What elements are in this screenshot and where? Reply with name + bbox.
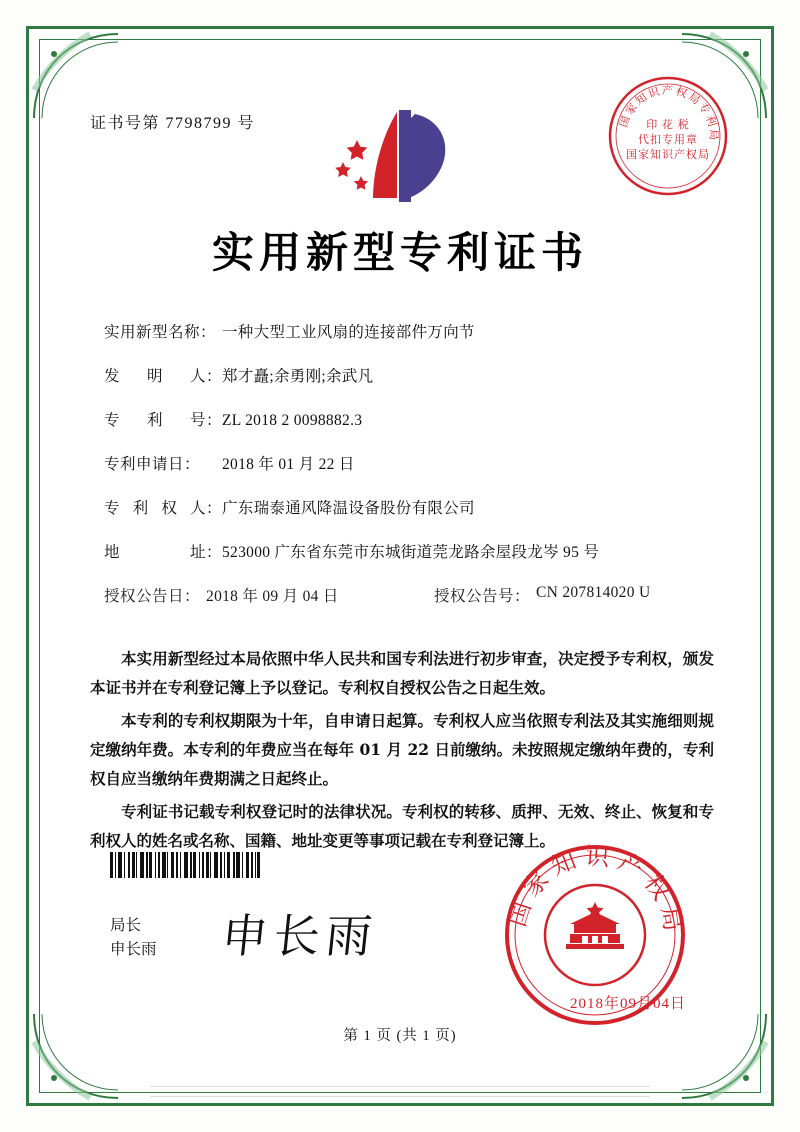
field-row-patentee xyxy=(104,496,704,518)
page-number: 第 1 页 (共 1 页) xyxy=(343,1028,457,1044)
field-list xyxy=(104,320,704,624)
field-row-publication xyxy=(104,584,704,606)
field-label xyxy=(104,408,222,430)
label-char: 人： xyxy=(189,368,222,385)
seal-line-3: 国家知识产权局 xyxy=(626,149,710,161)
label-char: 明 xyxy=(146,368,163,385)
label-char: 号： xyxy=(189,412,222,429)
certificate-content xyxy=(52,52,748,1080)
field-value: 一种大型工业风扇的连接部件万向节 xyxy=(222,324,475,341)
field-label xyxy=(104,496,222,518)
label-char: 人： xyxy=(189,500,222,517)
legal-paragraph: 本专利的专利权期限为十年，自申请日起算。专利权人应当依照专利法及其实施细则规定缴纳年费。本专利的年费应当在每年 01 月 22 日前缴纳。未按照规定缴纳年费的，专利权自应当缴纳年费期满之日起终止。 xyxy=(90,711,714,788)
barcode xyxy=(110,852,328,878)
field-label xyxy=(104,364,222,386)
label-char: 利 xyxy=(146,412,163,429)
field-value: 郑才矗;余勇刚;余武凡 xyxy=(222,368,374,385)
label-char: 专 xyxy=(104,412,121,429)
field-value: 2018 年 01 月 22 日 xyxy=(222,456,355,473)
field-label: 实用新型名称： xyxy=(104,324,217,341)
field-value: 523000 广东省东莞市东城街道莞龙路余屋段龙岑 95 号 xyxy=(222,544,600,561)
svg-text:国家知识产权局: 国家知识产权局 xyxy=(502,842,689,940)
field-label xyxy=(104,540,222,562)
label-char: 址： xyxy=(189,544,222,561)
scan-artifact-line xyxy=(150,1096,650,1097)
cnipa-logo-icon xyxy=(327,102,477,207)
label-char: 利 xyxy=(132,500,149,517)
grant-number-label: 授权公告号： xyxy=(434,588,531,605)
field-row-utility-model-name xyxy=(104,320,704,342)
scan-artifact-line xyxy=(150,1086,650,1087)
field-row-application-date xyxy=(104,452,704,474)
seal-line-1: 印 花 税 xyxy=(646,119,690,131)
field-value: 广东瑞泰通风降温设备股份有限公司 xyxy=(222,500,475,517)
signature-block xyxy=(110,914,157,962)
handwritten-signature: 申长雨 xyxy=(218,909,381,963)
field-row-inventors xyxy=(104,364,704,386)
legal-paragraph: 本实用新型经过本局依照中华人民共和国专利法进行初步审查，决定授予专利权，颁发本证书并在专利登记簿上予以登记。专利权自授权公告之日起生效。 xyxy=(90,649,714,697)
stamp-duty-seal xyxy=(606,74,730,198)
field-label: 专利申请日： xyxy=(104,456,201,473)
page-title: 实用新型专利证书 xyxy=(211,228,588,277)
label-char: 地 xyxy=(104,544,121,561)
signer-name: 申长雨 xyxy=(110,941,157,958)
label-char: 专 xyxy=(104,500,121,517)
grant-date-value: 2018 年 09 月 04 日 xyxy=(206,588,339,605)
grant-number-group xyxy=(434,584,650,606)
legal-text xyxy=(90,644,714,859)
field-row-address xyxy=(104,540,704,562)
seal-line-2: 代扣专用章 xyxy=(638,134,698,146)
field-row-patent-number xyxy=(104,408,704,430)
legal-paragraph: 专利证书记载专利权登记时的法律状况。专利权的转移、质押、无效、终止、恢复和专利权人的姓名或名称、国籍、地址变更等事项记载在专利登记簿上。 xyxy=(90,802,714,850)
grant-date-group xyxy=(104,584,434,606)
certificate-number: 证书号第 7798799 号 xyxy=(90,115,256,132)
signer-role: 局长 xyxy=(110,917,142,934)
label-char: 发 xyxy=(104,368,121,385)
seal-date: 2018年09月04日 xyxy=(569,996,686,1012)
svg-text:国家知识产权局专利局: 国家知识产权局专利局 xyxy=(616,83,721,143)
grant-date-label: 授权公告日： xyxy=(104,588,201,605)
grant-number-value: CN 207814020 U xyxy=(536,584,651,601)
label-char: 权 xyxy=(161,500,178,517)
field-value: ZL 2018 2 0098882.3 xyxy=(222,412,363,429)
